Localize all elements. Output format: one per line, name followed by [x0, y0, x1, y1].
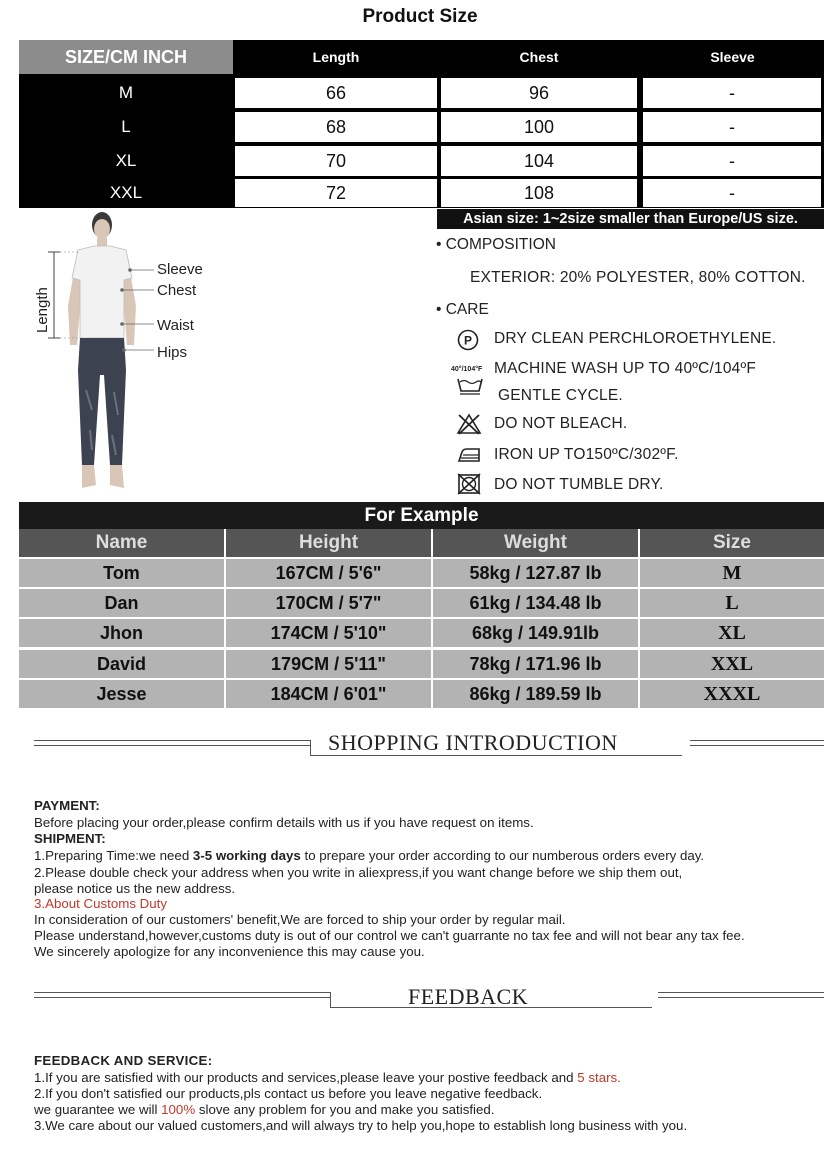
dry-clean-p-icon — [456, 328, 480, 352]
example-size: XL — [640, 619, 824, 647]
example-size: XXL — [640, 650, 824, 678]
feedback-1-stars: 5 stars. — [577, 1070, 621, 1085]
example-weight: 78kg / 171.96 lb — [433, 650, 638, 678]
shipment-1-post: to prepare your order according to our numberous orders every day. — [300, 848, 705, 863]
example-header-height: Height — [226, 529, 431, 557]
size-header-chest: Chest — [519, 49, 559, 65]
example-size: XXXL — [640, 680, 824, 708]
example-row — [19, 559, 824, 590]
shipment-1-pre: 1.Preparing Time:we need — [34, 848, 193, 863]
model-illustration — [30, 210, 220, 500]
size-cell: XXL — [109, 183, 143, 202]
shipment-heading: SHIPMENT: — [34, 831, 106, 846]
shipment-1-bold: 3-5 working days — [192, 848, 301, 863]
care-no-bleach: DO NOT BLEACH. — [494, 415, 628, 432]
example-row — [19, 650, 824, 681]
sleeve-label: Sleeve — [157, 261, 203, 278]
payment-heading: PAYMENT: — [34, 798, 100, 813]
example-height: 174CM / 5'10" — [226, 619, 431, 647]
customs-line-1: In consideration of our customers' benefit,We are forced to ship your order by regular mail. — [34, 912, 566, 927]
divider — [34, 745, 310, 746]
example-name: David — [19, 650, 224, 678]
example-header-size: Size — [640, 529, 824, 557]
length-cell: 72 — [235, 179, 437, 207]
customs-line-3: We sincerely apologize for any inconvenience this may cause you. — [34, 944, 425, 959]
length-label: Length — [34, 287, 51, 333]
example-height: 179CM / 5'11" — [226, 650, 431, 678]
composition-heading-text: COMPOSITION — [445, 236, 556, 253]
example-header-row — [19, 529, 824, 560]
sleeve-cell: - — [643, 112, 821, 142]
chest-cell: 96 — [441, 78, 637, 108]
example-name: Tom — [19, 559, 224, 587]
size-table — [19, 40, 824, 208]
customs-heading: 3.About Customs Duty — [34, 896, 168, 911]
no-bleach-icon — [456, 413, 482, 435]
example-weight: 86kg / 189.59 lb — [433, 680, 638, 708]
example-name: Dan — [19, 589, 224, 617]
wash-temp-label: 40°/104°F — [451, 366, 483, 373]
divider — [690, 745, 824, 746]
example-weight: 61kg / 134.48 lb — [433, 589, 638, 617]
hips-label: Hips — [157, 344, 188, 361]
chest-cell: 100 — [441, 112, 637, 142]
example-name: Jesse — [19, 680, 224, 708]
care-gentle-cycle: GENTLE CYCLE. — [498, 387, 623, 404]
example-size: M — [640, 559, 824, 587]
divider — [34, 740, 310, 741]
example-heading: For Example — [19, 502, 824, 529]
care-heading: • CARE — [436, 301, 489, 318]
feedback-item-2: 2.If you don't satisfied our products,pls contact us before you leave negative feedback. — [34, 1086, 543, 1101]
sleeve-cell: - — [643, 78, 821, 108]
example-size: L — [640, 589, 824, 617]
care-machine-wash: MACHINE WASH UP TO 40ºC/104ºF — [494, 360, 757, 377]
size-header-size: SIZE/CM INCH — [19, 40, 233, 74]
length-cell: 70 — [235, 146, 437, 176]
feedback-item-3 — [34, 1102, 495, 1118]
care-heading-text: CARE — [445, 301, 489, 318]
care-no-tumble-dry: DO NOT TUMBLE DRY. — [494, 476, 664, 493]
size-header-sleeve: Sleeve — [710, 49, 755, 65]
example-row — [19, 589, 824, 620]
example-header-name: Name — [19, 529, 224, 557]
example-header-weight: Weight — [433, 529, 638, 557]
feedback-1-pre: 1.If you are satisfied with our products and services,please leave your postive feedback and — [34, 1070, 578, 1085]
sleeve-cell: - — [643, 146, 821, 176]
no-tumble-dry-icon — [457, 473, 481, 495]
example-weight: 68kg / 149.91lb — [433, 619, 638, 647]
example-name: Jhon — [19, 619, 224, 647]
divider — [310, 740, 311, 756]
length-cell: 66 — [235, 78, 437, 108]
sleeve-cell: - — [643, 179, 821, 207]
divider — [330, 992, 331, 1008]
example-row — [19, 680, 824, 711]
chest-cell: 104 — [441, 146, 637, 176]
example-row — [19, 619, 824, 650]
shipment-item-1 — [34, 848, 704, 864]
divider — [658, 992, 824, 993]
feedback-3-percent: 100% — [161, 1102, 196, 1117]
customs-line-2: Please understand,however,customs duty is out of our control we can't guarrante no tax fee and will not bear any tax fee. — [34, 928, 745, 943]
shipment-item-2b: please notice us the new address. — [34, 881, 236, 896]
length-cell: 68 — [235, 112, 437, 142]
feedback-title: FEEDBACK — [408, 984, 529, 1009]
divider — [658, 997, 824, 998]
size-cell: L — [121, 117, 131, 136]
chest-label: Chest — [157, 282, 197, 299]
care-iron: IRON UP TO150ºC/302ºF. — [494, 446, 679, 463]
example-height: 184CM / 6'01" — [226, 680, 431, 708]
waist-label: Waist — [157, 317, 194, 334]
example-weight: 58kg / 127.87 lb — [433, 559, 638, 587]
divider — [34, 997, 330, 998]
feedback-3-pre: we guarantee we will — [34, 1102, 162, 1117]
size-header-length: Length — [312, 49, 360, 65]
size-cell: M — [118, 83, 134, 102]
model-figure — [30, 210, 220, 500]
feedback-3-post: slove any problem for you and make you satisfied. — [195, 1102, 495, 1117]
divider — [34, 992, 330, 993]
asian-size-note: Asian size: 1~2size smaller than Europe/US size. — [437, 209, 824, 229]
feedback-heading: FEEDBACK AND SERVICE: — [34, 1053, 213, 1068]
svg-text:P: P — [463, 333, 473, 348]
shipment-item-2a: 2.Please double check your address when you write in aliexpress,if you want change before we ship them out, — [34, 865, 683, 880]
example-height: 167CM / 5'6" — [226, 559, 431, 587]
page-title: Product Size — [362, 6, 478, 27]
chest-cell: 108 — [441, 179, 637, 207]
composition-exterior: EXTERIOR: 20% POLYESTER, 80% COTTON. — [470, 269, 806, 286]
example-height: 170CM / 5'7" — [226, 589, 431, 617]
divider — [690, 740, 824, 741]
composition-heading: • COMPOSITION — [436, 236, 556, 253]
machine-wash-40-icon — [456, 375, 484, 395]
size-cell: XL — [115, 151, 137, 170]
feedback-item-4: 3.We care about our valued customers,and will always try to help you,hope to establish long business with you. — [34, 1118, 688, 1133]
iron-icon — [455, 446, 483, 464]
payment-text: Before placing your order,please confirm details with us if you have request on items. — [34, 815, 534, 830]
shopping-title: SHOPPING INTRODUCTION — [328, 730, 618, 755]
feedback-item-1 — [34, 1070, 621, 1086]
care-dry-clean: DRY CLEAN PERCHLOROETHYLENE. — [494, 330, 777, 347]
